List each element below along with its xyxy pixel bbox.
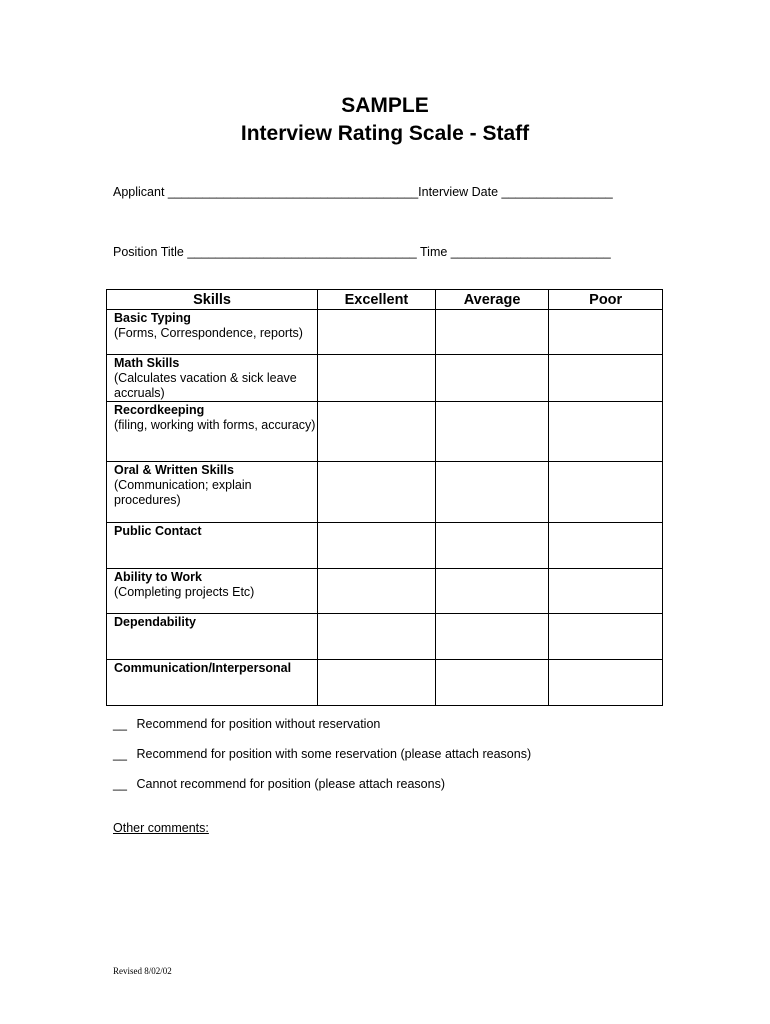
rating-poor-cell[interactable] [549,523,663,569]
recommendation-label: Recommend for position without reservation [136,717,381,731]
skills-rating-table [106,289,663,706]
rating-excellent-cell[interactable] [318,355,436,402]
header-average: Average [435,290,549,310]
table-row [107,355,663,402]
checkbox-blank[interactable]: __ [113,747,127,761]
skill-cell [107,660,318,706]
skill-cell [107,402,318,462]
rating-poor-cell[interactable] [549,355,663,402]
skill-name: Communication/Interpersonal [114,661,292,675]
header-poor: Poor [549,290,663,310]
header-excellent: Excellent [318,290,436,310]
skill-description: (Forms, Correspondence, reports) [114,326,303,340]
position-title-time-field[interactable]: Position Title _________________________________ Time _______________________ [113,245,611,259]
skill-name: Oral & Written Skills [114,463,234,477]
recommendation-option[interactable] [113,776,531,806]
skill-name: Public Contact [114,524,202,538]
skill-cell [107,462,318,523]
rating-excellent-cell[interactable] [318,310,436,355]
table-row [107,614,663,660]
rating-average-cell[interactable] [435,462,549,523]
rating-average-cell[interactable] [435,355,549,402]
rating-average-cell[interactable] [435,402,549,462]
rating-average-cell[interactable] [435,310,549,355]
rating-poor-cell[interactable] [549,310,663,355]
recommendation-option[interactable] [113,746,531,776]
rating-average-cell[interactable] [435,660,549,706]
skill-description: (filing, working with forms, accuracy) [114,418,316,432]
skill-cell [107,614,318,660]
recommendation-label: Cannot recommend for position (please attach reasons) [136,777,445,791]
rating-average-cell[interactable] [435,614,549,660]
rating-excellent-cell[interactable] [318,402,436,462]
skill-cell [107,355,318,402]
applicant-interview-date-field[interactable]: Applicant ____________________________________Interview Date ________________ [113,185,613,199]
rating-excellent-cell[interactable] [318,660,436,706]
table-row [107,660,663,706]
skill-name: Dependability [114,615,196,629]
rating-poor-cell[interactable] [549,660,663,706]
rating-poor-cell[interactable] [549,462,663,523]
rating-excellent-cell[interactable] [318,523,436,569]
skill-description: (Communication; explain procedures) [114,478,252,507]
checkbox-blank[interactable]: __ [113,777,127,791]
recommendation-label: Recommend for position with some reservation (please attach reasons) [136,747,532,761]
skill-name: Basic Typing [114,311,191,325]
rating-average-cell[interactable] [435,569,549,614]
skill-description: (Calculates vacation & sick leave accruals) [114,371,297,400]
recommendation-option[interactable] [113,716,531,746]
table-row [107,402,663,462]
rating-excellent-cell[interactable] [318,569,436,614]
rating-poor-cell[interactable] [549,614,663,660]
skill-description: (Completing projects Etc) [114,585,255,599]
rating-excellent-cell[interactable] [318,462,436,523]
rating-poor-cell[interactable] [549,569,663,614]
other-comments-label: Other comments: [113,821,209,835]
rating-average-cell[interactable] [435,523,549,569]
recommendation-options [113,716,531,806]
revision-date: Revised 8/02/02 [113,966,172,976]
header-skills: Skills [107,290,318,310]
table-row [107,523,663,569]
skill-name: Math Skills [114,356,180,370]
table-row [107,310,663,355]
skill-cell [107,569,318,614]
document-title: SAMPLE [341,94,429,117]
rating-excellent-cell[interactable] [318,614,436,660]
table-row [107,569,663,614]
table-row [107,462,663,523]
document-subtitle: Interview Rating Scale - Staff [240,122,530,145]
skill-cell [107,310,318,355]
skill-name: Recordkeeping [114,403,205,417]
skill-name: Ability to Work [114,570,202,584]
rating-poor-cell[interactable] [549,402,663,462]
checkbox-blank[interactable]: __ [113,717,127,731]
skill-cell [107,523,318,569]
